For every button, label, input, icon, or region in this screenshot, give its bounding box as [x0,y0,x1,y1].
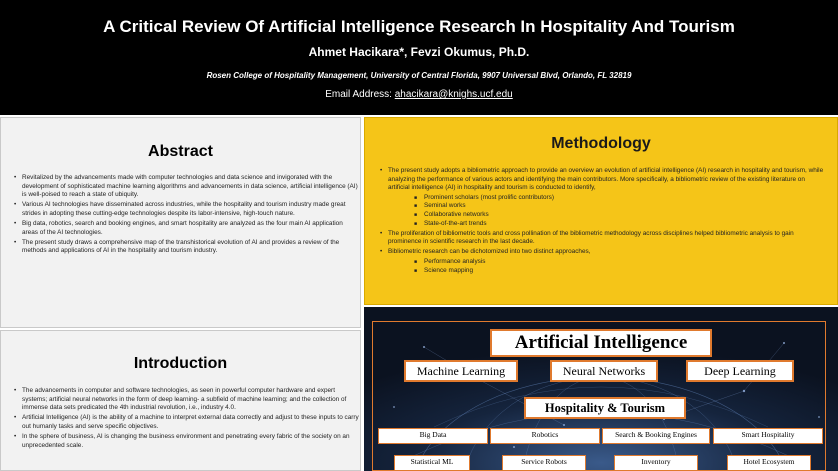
methodology-subitem: ■ Science mapping [388,267,827,276]
methodology-item-text: The present study adopts a bibliometric approach to provide an overview an evolution of artificial intelligence (AI) research in hospitality and tourism, while analyzing the performance of various actors and identifying the main contributors. More specifically, a bibliometric review of the existing literature on artificial intelligence (AI) in hospitality and tourism is conducted to identify, [388,167,824,192]
email-link[interactable]: ahacikara@knighs.ucf.edu [394,89,513,100]
node-smart-hospitality: Smart Hospitality [713,428,823,444]
node-hospitality-tourism: Hospitality & Tourism [524,397,686,419]
ai-diagram-panel [364,307,838,471]
methodology-heading: Methodology [551,135,651,152]
methodology-sublist [388,258,827,275]
methodology-subitem: ■ Performance analysis [388,258,827,267]
node-hotel-ecosystem: Hotel Ecosystem [727,455,811,471]
introduction-item: • Artificial Intelligence (AI) is the ability of a machine to interpret external data correctly and adjust to these inputs to carry out humanly tasks and serve specific objectives. [13,414,359,431]
abstract-item: • Revitalized by the advancements made with computer technologies and data science and invigorated with the development of sophisticated machine learning algorithms and advancements in data science, artificial intelligence (AI) is well-poised to reach a state of ubiquity. [13,174,359,200]
poster-title: A Critical Review Of Artificial Intelligence Research In Hospitality And Tourism [103,17,735,36]
methodology-sublist [388,194,827,228]
methodology-subitem: ■ Prominent scholars (most prolific contributors) [388,194,827,203]
methodology-subitem: ■ Seminal works [388,202,827,211]
methodology-panel [364,117,838,305]
introduction-panel [0,330,361,471]
node-inventory: Inventory [614,455,698,471]
methodology-item [379,167,827,228]
abstract-item: • Big data, robotics, search and booking engines, and smart hospitality are analyzed as the four main AI application areas of the AI technologies. [13,220,359,237]
node-deep-learning: Deep Learning [686,360,794,382]
email-label: Email Address: [325,89,392,100]
introduction-heading: Introduction [133,355,228,372]
abstract-list [13,174,359,257]
abstract-panel [0,117,361,328]
abstract-item: • Various AI technologies have disseminated across industries, while the hospitality and tourism industry made great strides in adopting these cutting-edge technologies despite its labor-intensive, high-touch nature. [13,201,359,218]
abstract-heading: Abstract [148,143,213,160]
node-search-booking-engines: Search & Booking Engines [602,428,710,444]
node-neural-networks: Neural Networks [550,360,658,382]
introduction-item: • In the sphere of business, AI is changing the business environment and penetrating every fabric of the society on an unprecedented scale. [13,433,359,450]
node-service-robots: Service Robots [502,455,586,471]
methodology-item: • The proliferation of bibliometric tools and cross pollination of the bibliometric methodology across disciplines helped bibliometric analysis to gain prominence in scientific research in the last decade. [379,230,827,247]
poster-affiliation: Rosen College of Hospitality Management, University of Central Florida, 9907 Universal Blvd, Orlando, FL 32819 [206,71,632,80]
node-statistical-ml: Statistical ML [394,455,470,471]
methodology-list [379,167,827,277]
node-robotics: Robotics [490,428,600,444]
poster-email-line [0,89,838,100]
methodology-subitem: ■ State-of-the-art trends [388,220,827,229]
methodology-subitem: ■ Collaborative networks [388,211,827,220]
node-big-data: Big Data [378,428,488,444]
abstract-item: • The present study draws a comprehensive map of the transhistorical evolution of AI and provides a review of the methods and applications of AI in the hospitality and tourism industry. [13,239,359,256]
methodology-item-text: Bibliometric research can be dichotomized into two distinct approaches, [388,248,591,256]
methodology-item [379,248,827,275]
poster-header [0,0,838,115]
node-machine-learning: Machine Learning [404,360,518,382]
node-artificial-intelligence: Artificial Intelligence [490,329,712,357]
poster-authors: Ahmet Hacikara*, Fevzi Okumus, Ph.D. [308,45,530,59]
introduction-list [13,387,359,452]
introduction-item: • The advancements in computer and software technologies, as seen in powerful computer hardware and expert systems; artificial neural networks in the form of deep learning- a subfield of machine learning; and the collection of immense data sets predicated the 4th industrial revolution, i.e., industry 4.0. [13,387,359,413]
